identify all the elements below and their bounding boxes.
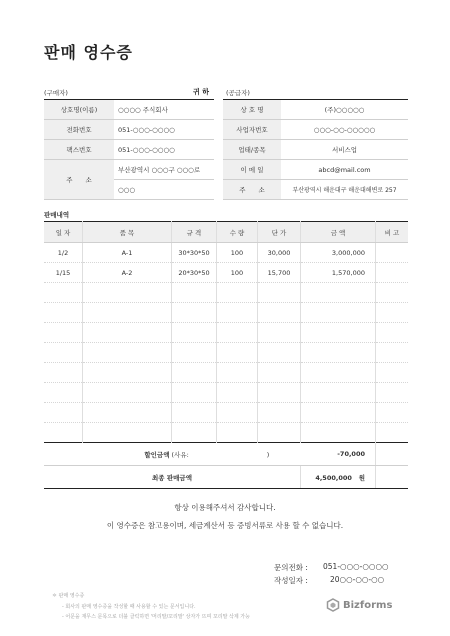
- supplier-email-label: 이 메 일: [223, 160, 281, 180]
- table-cell: [172, 303, 217, 323]
- table-cell: [83, 383, 172, 403]
- supplier-type-label: 업태/종목: [223, 140, 281, 160]
- table-cell: A-2: [83, 263, 172, 283]
- col-date: 일 자: [44, 222, 83, 243]
- table-cell: 100: [217, 263, 258, 283]
- buyer-address-value2: ○○○: [114, 180, 214, 200]
- table-cell: 30*30*50: [172, 243, 217, 263]
- col-price: 단 가: [258, 222, 301, 243]
- table-cell: [172, 323, 217, 343]
- table-row: [44, 263, 408, 283]
- table-row: [44, 403, 408, 423]
- total-note: [376, 466, 409, 489]
- col-qty: 수 량: [217, 222, 258, 243]
- table-cell: [301, 403, 376, 423]
- table-cell: [217, 423, 258, 443]
- table-cell: [44, 283, 83, 303]
- table-cell: [217, 383, 258, 403]
- col-spec: 규 격: [172, 222, 217, 243]
- sales-section-label: 판매내역: [44, 211, 70, 219]
- total-row: [44, 466, 408, 489]
- table-cell: [44, 363, 83, 383]
- total-unit: 원: [358, 473, 365, 482]
- table-row: [44, 423, 408, 443]
- total-label: 최종 판매금액: [44, 466, 301, 489]
- total-amount: 4,500,000: [315, 473, 352, 482]
- table-cell: [83, 423, 172, 443]
- discount-reason-open: (사유:: [171, 450, 189, 459]
- col-amount: 금 액: [301, 222, 376, 243]
- bizforms-logo-text: Bizforms: [343, 599, 393, 611]
- page-title: 판매 영수증: [44, 43, 133, 62]
- buyer-fax-label: 팩스번호: [44, 140, 114, 160]
- table-cell: [217, 343, 258, 363]
- table-cell: [44, 383, 83, 403]
- date-value: 20○○-○○-○○: [330, 575, 385, 584]
- table-cell: 1,570,000: [301, 263, 376, 283]
- buyer-address-label: 주 소: [44, 160, 114, 200]
- table-cell: [217, 363, 258, 383]
- table-cell: [44, 423, 83, 443]
- table-cell: [44, 403, 83, 423]
- note-title: ＊ 판매 영수증: [52, 593, 85, 599]
- table-row: [44, 343, 408, 363]
- thanks-message: 항상 이용해주셔서 감사합니다.: [174, 503, 276, 512]
- table-cell: 1/2: [44, 243, 83, 263]
- supplier-bizno-label: 사업자번호: [223, 120, 281, 140]
- table-cell: [172, 423, 217, 443]
- table-cell: [83, 303, 172, 323]
- inquiry-value: 051-○○○-○○○○: [323, 562, 389, 571]
- table-cell: [376, 403, 409, 423]
- buyer-fax-value: 051-○○○-○○○○: [114, 140, 214, 160]
- sales-table: [44, 221, 408, 489]
- table-cell: 100: [217, 243, 258, 263]
- table-row: [44, 243, 408, 263]
- table-cell: [301, 343, 376, 363]
- table-cell: [172, 283, 217, 303]
- table-cell: [301, 423, 376, 443]
- table-cell: [83, 283, 172, 303]
- table-cell: 3,000,000: [301, 243, 376, 263]
- supplier-info-table: [223, 99, 408, 200]
- sales-rows: [44, 243, 408, 443]
- table-cell: [83, 403, 172, 423]
- buyer-label: (구매자): [44, 89, 68, 97]
- date-label: 작성일자 :: [274, 576, 308, 585]
- discount-reason-close: ): [266, 450, 270, 459]
- note-line-2: - 어문을 재무스 문목으로 더블 클릭하면 '머리말/꼬리말' 상자가 뜨며 꼬리말 삭제 가능: [62, 614, 250, 620]
- table-cell: [258, 403, 301, 423]
- table-cell: [376, 243, 409, 263]
- table-cell: [301, 383, 376, 403]
- table-row: [44, 283, 408, 303]
- table-cell: [376, 343, 409, 363]
- supplier-name-label: 상 호 명: [223, 100, 281, 120]
- discount-label: 할인금액: [44, 443, 172, 466]
- table-cell: [258, 383, 301, 403]
- table-cell: [172, 343, 217, 363]
- table-cell: [301, 283, 376, 303]
- buyer-name-value: ○○○○ 주식회사: [114, 100, 214, 120]
- table-cell: [172, 403, 217, 423]
- table-cell: [172, 363, 217, 383]
- table-cell: [258, 423, 301, 443]
- buyer-phone-value: 051-○○○-○○○○: [114, 120, 214, 140]
- inquiry-label: 문의전화 :: [274, 563, 308, 572]
- gui-ha-label: 귀 하: [193, 88, 209, 96]
- discount-value: -70,000: [301, 443, 376, 466]
- table-cell: 15,700: [258, 263, 301, 283]
- buyer-info-table: [44, 99, 214, 200]
- table-cell: [258, 323, 301, 343]
- table-cell: [217, 403, 258, 423]
- table-cell: [217, 323, 258, 343]
- table-cell: [44, 303, 83, 323]
- table-row: [44, 303, 408, 323]
- table-cell: [83, 363, 172, 383]
- buyer-phone-label: 전화번호: [44, 120, 114, 140]
- table-cell: [376, 423, 409, 443]
- table-cell: [376, 303, 409, 323]
- table-cell: A-1: [83, 243, 172, 263]
- table-cell: [44, 323, 83, 343]
- col-note: 비 고: [376, 222, 409, 243]
- table-cell: [376, 363, 409, 383]
- table-row: [44, 363, 408, 383]
- supplier-name-value: (주)○○○○○: [281, 100, 408, 120]
- buyer-name-label: 상호명(이름): [44, 100, 114, 120]
- total-value: [301, 466, 376, 489]
- table-cell: [258, 343, 301, 363]
- table-row: [44, 383, 408, 403]
- table-cell: 30,000: [258, 243, 301, 263]
- table-cell: [301, 363, 376, 383]
- supplier-bizno-value: ○○○-○○-○○○○○: [281, 120, 408, 140]
- table-cell: [83, 343, 172, 363]
- disclaimer-message: 이 영수증은 참고용이며, 세금계산서 등 증빙서류로 사용 할 수 없습니다.: [106, 521, 344, 530]
- bizforms-logo: [326, 598, 392, 612]
- table-cell: [258, 363, 301, 383]
- table-cell: [217, 283, 258, 303]
- supplier-address-value: 부산광역시 해운대구 해운대해변로 257: [281, 180, 408, 200]
- bizforms-logo-icon: [326, 598, 340, 612]
- table-cell: [258, 303, 301, 323]
- table-cell: [376, 323, 409, 343]
- supplier-type-value: 서비스업: [281, 140, 408, 160]
- table-cell: [217, 303, 258, 323]
- discount-row: [44, 443, 408, 466]
- supplier-email-value: abcd@mail.com: [281, 160, 408, 180]
- table-cell: [301, 303, 376, 323]
- table-cell: [83, 323, 172, 343]
- table-row: [44, 323, 408, 343]
- table-cell: [44, 343, 83, 363]
- table-cell: [376, 383, 409, 403]
- col-item: 품 목: [83, 222, 172, 243]
- table-cell: [258, 283, 301, 303]
- supplier-label: (공급자): [226, 89, 250, 97]
- note-line-1: - 회사의 판매 영수증을 작성할 때 사용할 수 있는 문서입니다.: [62, 604, 196, 610]
- discount-reason: [172, 443, 301, 466]
- table-cell: 1/15: [44, 263, 83, 283]
- discount-note: [376, 443, 409, 466]
- table-cell: 20*30*50: [172, 263, 217, 283]
- buyer-address-value: 부산광역시 ○○○구 ○○○로: [114, 160, 214, 180]
- table-cell: [376, 263, 409, 283]
- supplier-address-label: 주 소: [223, 180, 281, 200]
- sales-header-row: [44, 222, 408, 243]
- table-cell: [172, 383, 217, 403]
- table-cell: [376, 283, 409, 303]
- table-cell: [301, 323, 376, 343]
